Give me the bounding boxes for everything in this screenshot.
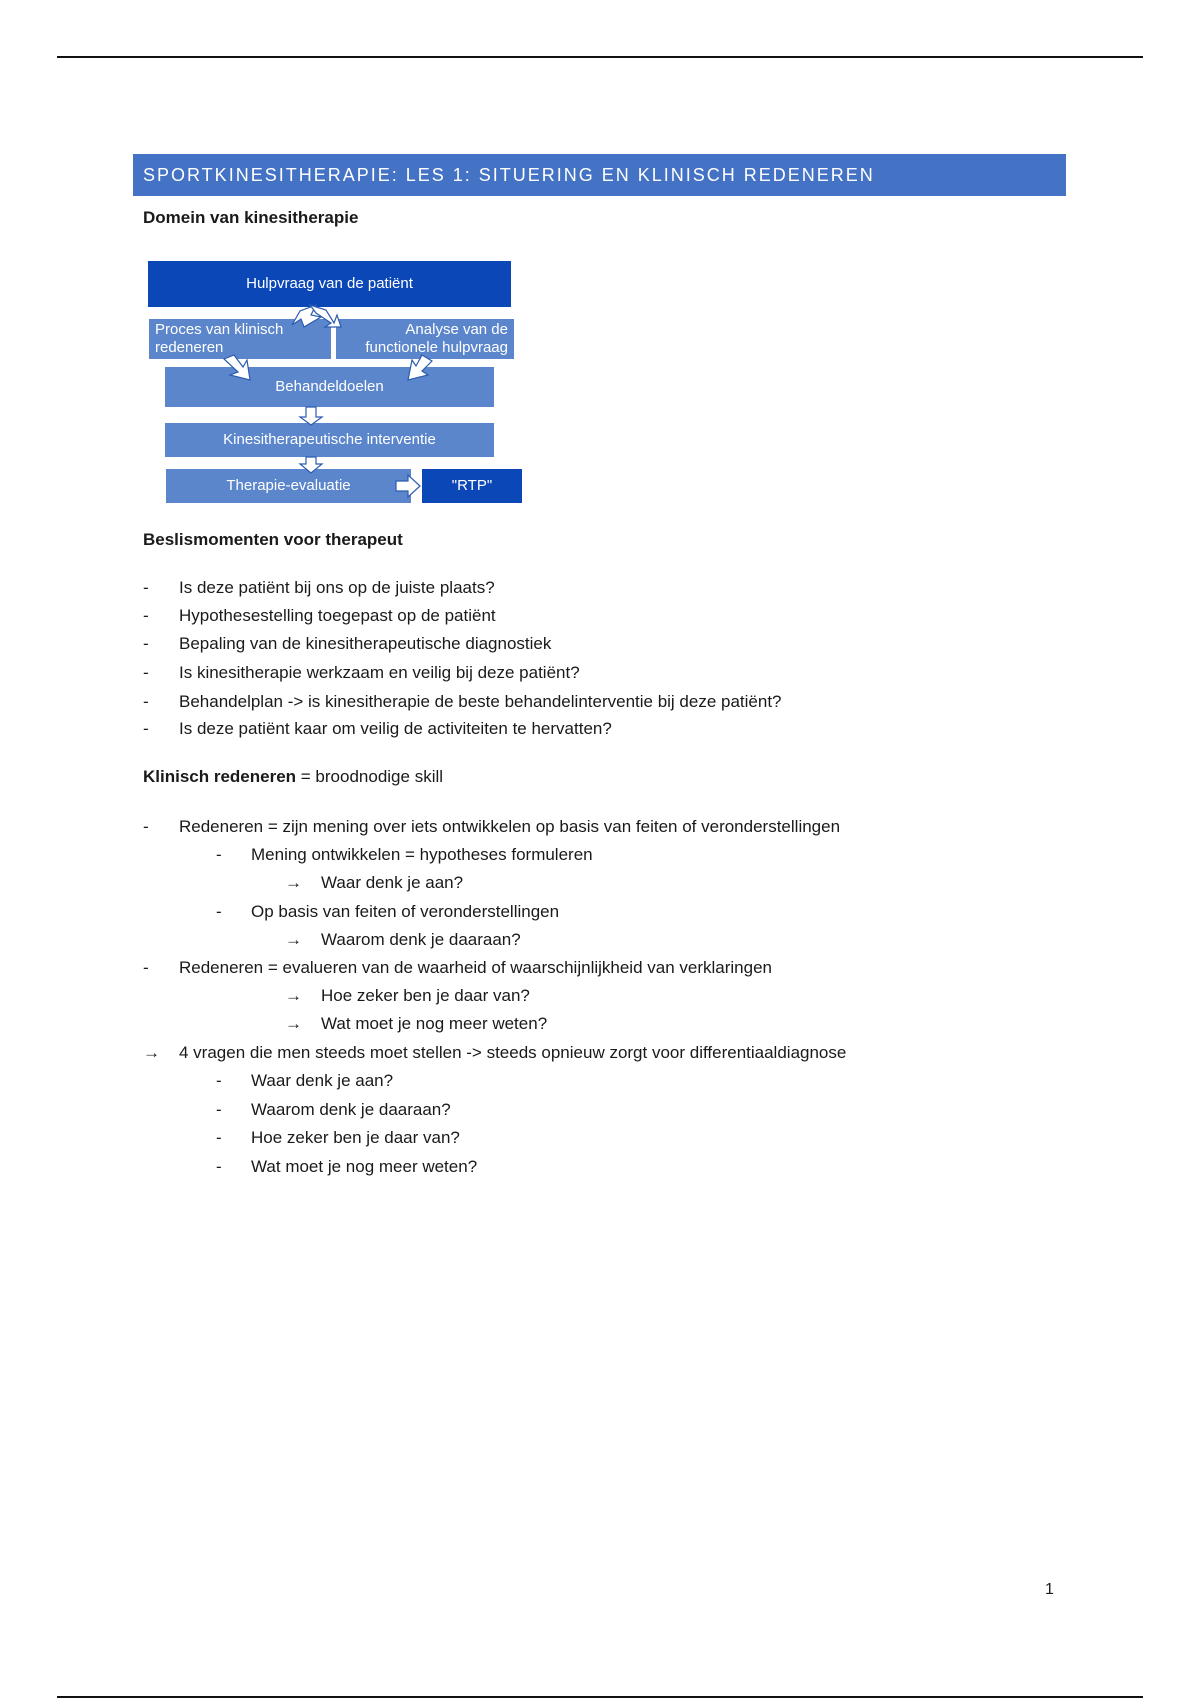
list-bullet: - <box>143 817 149 836</box>
section-heading-klinisch-redeneren <box>143 767 443 787</box>
list-bullet: - <box>216 1128 222 1147</box>
diagram-arrows <box>140 255 530 515</box>
diagram-box-klinisch-redeneren: Proces van klinisch redeneren <box>149 319 331 359</box>
diagram-box-rtp: "RTP" <box>422 469 522 503</box>
arrow-icon: → <box>143 1043 160 1062</box>
heading-rest-text: = broodnodige skill <box>296 767 444 786</box>
list-item: Wat moet je nog meer weten? <box>321 1014 548 1033</box>
list-item: Hoe zeker ben je daar van? <box>321 986 530 1005</box>
diagram-box-interventie: Kinesitherapeutische interventie <box>165 423 494 457</box>
list-bullet: - <box>143 578 149 597</box>
list-item: Redeneren = evalueren van de waarheid of waarschijnlijkheid van verklaringen <box>179 958 772 977</box>
list-bullet: - <box>216 845 222 864</box>
diagram-box-hulpvraag: Hulpvraag van de patiënt <box>148 261 511 307</box>
section-heading-domein: Domein van kinesitherapie <box>143 208 359 227</box>
arrow-icon: → <box>285 930 302 949</box>
diagram-arrow-right <box>396 475 420 497</box>
arrow-icon: → <box>285 986 302 1005</box>
list-bullet: - <box>143 958 149 977</box>
list-bullet: - <box>216 1157 222 1176</box>
list-bullet: - <box>216 902 222 921</box>
footer-rule <box>57 1696 1143 1698</box>
list-bullet: - <box>143 606 149 625</box>
domain-diagram <box>140 255 530 505</box>
page-title: SPORTKINESITHERAPIE: LES 1: SITUERING EN KLINISCH REDENEREN <box>133 154 1066 196</box>
diagram-box-therapie-evaluatie: Therapie-evaluatie <box>166 469 411 503</box>
list-bullet: - <box>143 719 149 738</box>
list-item: Behandelplan -> is kinesitherapie de beste behandelinterventie bij deze patiënt? <box>179 692 782 711</box>
list-item: Bepaling van de kinesitherapeutische diagnostiek <box>179 634 552 653</box>
list-item: Wat moet je nog meer weten? <box>251 1157 478 1176</box>
list-bullet: - <box>216 1100 222 1119</box>
diagram-arrow-left-diagonal <box>224 355 250 380</box>
list-bullet: - <box>216 1071 222 1090</box>
list-item: Waar denk je aan? <box>321 873 464 892</box>
diagram-arrow-down-2 <box>300 457 322 473</box>
list-item: Waar denk je aan? <box>251 1071 394 1090</box>
list-item: Is kinesitherapie werkzaam en veilig bij deze patiënt? <box>179 663 580 682</box>
list-bullet: - <box>143 692 149 711</box>
list-item: Waarom denk je daaraan? <box>321 930 521 949</box>
list-item: Op basis van feiten of veronderstellingen <box>251 902 560 921</box>
diagram-box-analyse: Analyse van de functionele hulpvraag <box>336 319 514 359</box>
list-item: 4 vragen die men steeds moet stellen -> steeds opnieuw zorgt voor differentiaaldiagnose <box>179 1043 847 1062</box>
list-bullet: - <box>143 634 149 653</box>
list-item: Is deze patiënt bij ons op de juiste plaats? <box>179 578 495 597</box>
diagram-box-behandeldoelen: Behandeldoelen <box>165 367 494 407</box>
list-item: Hypothesestelling toegepast op de patiënt <box>179 606 496 625</box>
diagram-arrow-down-1 <box>300 407 322 425</box>
list-item: Waarom denk je daaraan? <box>251 1100 451 1119</box>
list-bullet: - <box>143 663 149 682</box>
heading-bold-text: Klinisch redeneren <box>143 767 297 786</box>
list-item: Hoe zeker ben je daar van? <box>251 1128 460 1147</box>
section-heading-beslismomenten: Beslismomenten voor therapeut <box>143 530 403 549</box>
list-item: Redeneren = zijn mening over iets ontwikkelen op basis van feiten of veronderstellingen <box>179 817 841 836</box>
header-rule <box>57 56 1143 58</box>
arrow-icon: → <box>285 1014 302 1033</box>
diagram-arrow-right-diagonal <box>408 355 432 380</box>
arrow-icon: → <box>285 873 302 892</box>
page-number: 1 <box>1045 1581 1054 1598</box>
list-item: Is deze patiënt kaar om veilig de activiteiten te hervatten? <box>179 719 612 738</box>
list-item: Mening ontwikkelen = hypotheses formuleren <box>251 845 593 864</box>
